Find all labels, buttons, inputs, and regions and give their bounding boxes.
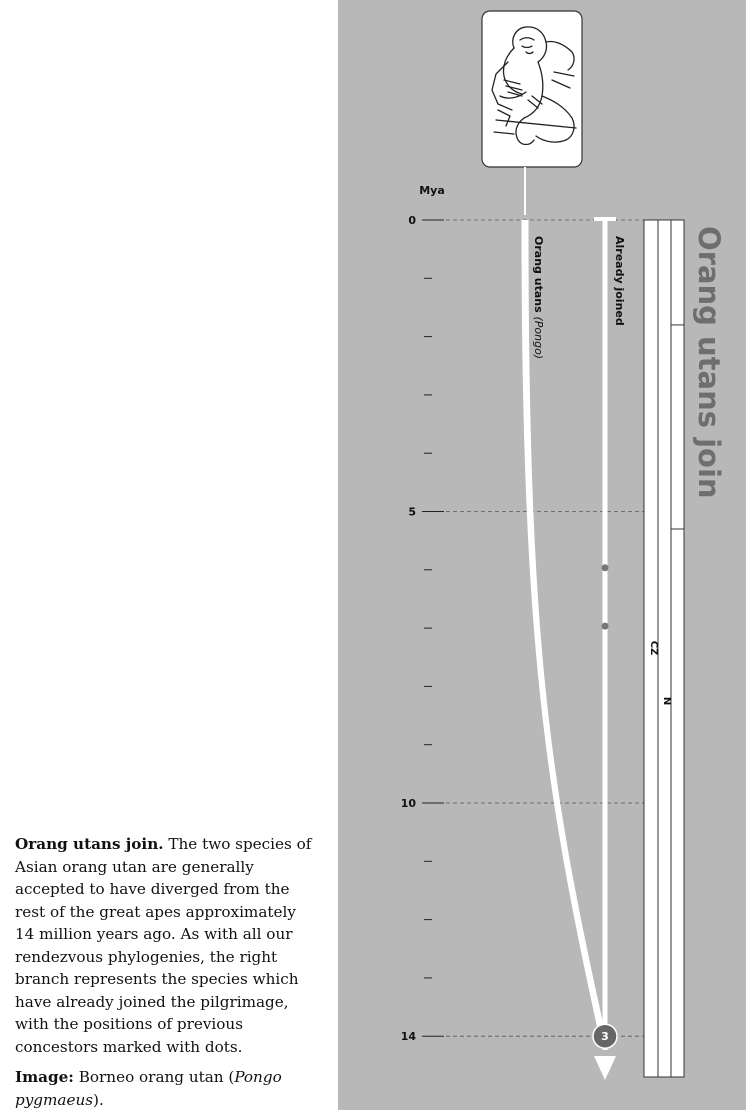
era-label: CZ bbox=[648, 640, 659, 656]
already-joined-cap bbox=[594, 217, 616, 221]
concestor-dot bbox=[602, 623, 609, 630]
period-label: N bbox=[661, 696, 672, 706]
concestor-dot bbox=[602, 564, 609, 571]
caption-paragraph bbox=[15, 833, 320, 1058]
text-column bbox=[0, 0, 338, 1110]
orang-utan-branch-name: Orang utans bbox=[532, 236, 545, 317]
phylogeny-diagram bbox=[338, 0, 746, 1110]
already-joined-label: Already joined bbox=[613, 236, 626, 326]
tick-label: 0 bbox=[408, 214, 416, 227]
orangutan-image-box bbox=[482, 11, 582, 215]
figure-panel bbox=[338, 0, 746, 1110]
concestor-3-marker bbox=[593, 1024, 617, 1048]
axis-unit-label: Mya bbox=[419, 184, 445, 197]
image-credit bbox=[15, 1066, 320, 1110]
tick-label: 5 bbox=[408, 505, 416, 519]
caption-lead: Orang utans join. bbox=[15, 835, 164, 853]
caption-body: The two species of Asian orang utan are generally accepted to have diverged from the rest of the great apes approximately 14 million years ago. As with all our rendezvous phylogenies, the right branch represents the species which have already joined the pilgrimage, with the positions of previous concestors marked with dots. bbox=[15, 835, 312, 1056]
geological-timescale bbox=[644, 220, 684, 1077]
image-credit-text: Borneo orang utan ( bbox=[73, 1068, 235, 1086]
caption bbox=[15, 833, 320, 1110]
image-credit-label: Image: bbox=[15, 1068, 74, 1086]
orang-utan-branch-genus: (Pongo) bbox=[532, 316, 545, 360]
concestor-number: 3 bbox=[601, 1030, 609, 1044]
tick-label: 10 bbox=[400, 797, 416, 810]
image-credit-end: ). bbox=[93, 1090, 104, 1109]
image-credit-species: Pongo pygmaeus bbox=[15, 1068, 282, 1109]
orang-utan-branch-label bbox=[532, 236, 545, 359]
figure-title: Orang utans join bbox=[692, 226, 726, 499]
arrow-down-icon bbox=[594, 1056, 616, 1080]
already-joined-branch bbox=[603, 220, 608, 1050]
tick-label: 14 bbox=[400, 1030, 416, 1044]
